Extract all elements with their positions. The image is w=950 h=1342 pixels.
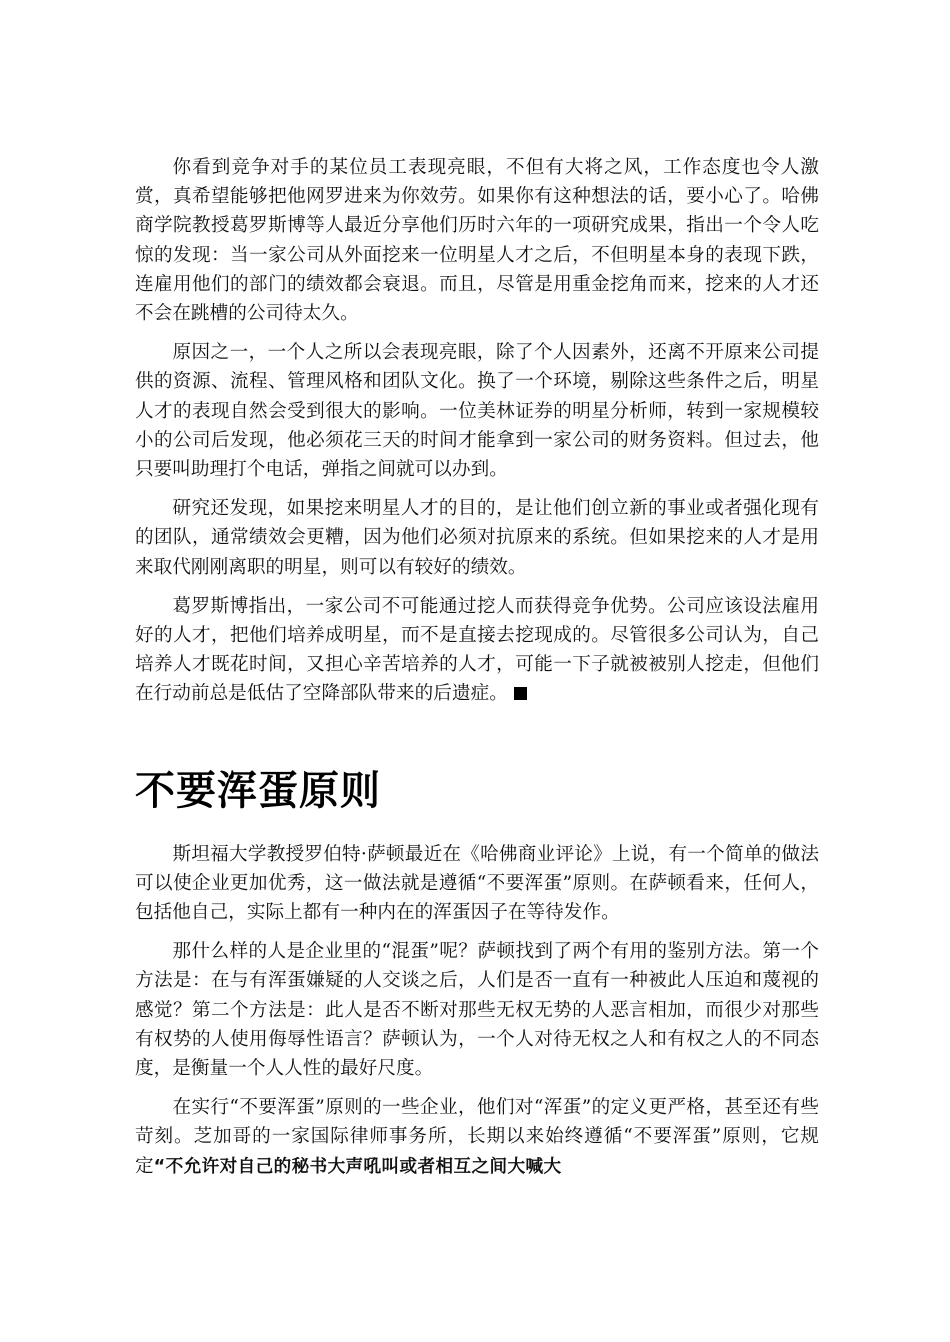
article2-paragraph-1: 斯坦福大学教授罗伯特·萨顿最近在《哈佛商业评论》上说，有一个简单的做法可以使企业更加优秀，这一做法就是遵循“不要浑蛋”原则。在萨顿看来，任何人，包括他自己，实际上都有一种内在的浑蛋因子在等待发作。 bbox=[135, 843, 819, 924]
article1-paragraph-3: 研究还发现，如果挖来明星人才的目的，是让他们创立新的事业或者强化现有的团队，通常绩效会更糟，因为他们必须对抗原来的系统。但如果挖来的人才是用来取代刚刚离职的明星，则可以有较好的绩效。 bbox=[135, 498, 819, 578]
article2-paragraph-2: 那什么样的人是企业里的“混蛋”呢？萨顿找到了两个有用的鉴别方法。第一个方法是：在与有浑蛋嫌疑的人交谈之后，人们是否一直有一种被此人压迫和蔑视的感觉？第二个方法是：此人是否不断对那些无权无势的人恶言相加，而很少对那些有权势的人使用侮辱性语言？萨顿认为，一个人对待无权之人和有权之人的不同态度，是衡量一个人人性的最好尺度。 bbox=[135, 941, 819, 1080]
document-page bbox=[135, 153, 819, 1182]
article1-paragraph-1: 你看到竞争对手的某位员工表现亮眼，不但有大将之风，工作态度也令人激赏，真希望能够把他网罗进来为你效劳。如果你有这种想法的话，要小心了。哈佛商学院教授葛罗斯博等人最近分享他们历时六年的一项研究成果，指出一个令人吃惊的发现：当一家公司从外面挖来一位明星人才之后，不但明星本身的表现下跌，连雇用他们的部门的绩效都会衰退。而且，尽管是用重金挖角而来，挖来的人才还不会在跳槽的公司待太久。 bbox=[135, 157, 819, 325]
article1-paragraph-2: 原因之一，一个人之所以会表现亮眼，除了个人因素外，还离不开原来公司提供的资源、流程、管理风格和团队文化。换了一个环境，剔除这些条件之后，明星人才的表现自然会受到很大的影响。一位美林证券的明星分析师，转到一家规模较小的公司后发现，他必须花三天的时间才能拿到一家公司的财务资料。但过去，他只要叫助理打个电话，弹指之间就可以办到。 bbox=[135, 342, 819, 481]
bold-quote: “不允许对自己的秘书大声吼叫或者相互之间大喊大 bbox=[153, 1156, 562, 1177]
article1-paragraph-4-text: 葛罗斯博指出，一家公司不可能通过挖人而获得竞争优势。公司应该设法雇用好的人才，把他们培养成明星，而不是直接去挖现成的。尽管很多公司认为，自己培养人才既花时间，又担心辛苦培养的人才，可能一下子就被被别人挖走，但他们在行动前总是低估了空降部队带来的后遗症。 bbox=[135, 595, 819, 705]
article2-paragraph-3-text: 在实行“不要浑蛋”原则的一些企业，他们对“浑蛋”的定义更严格，甚至还有些苛刻。芝加哥的一家国际律师事务所，长期以来始终遵循“不要浑蛋”原则，它规定 bbox=[135, 1097, 819, 1177]
section-title: 不要浑蛋原则 bbox=[135, 767, 381, 814]
article2-paragraph-3 bbox=[135, 1093, 819, 1182]
square-end-mark-icon bbox=[514, 687, 527, 700]
article1-paragraph-4 bbox=[135, 592, 819, 709]
